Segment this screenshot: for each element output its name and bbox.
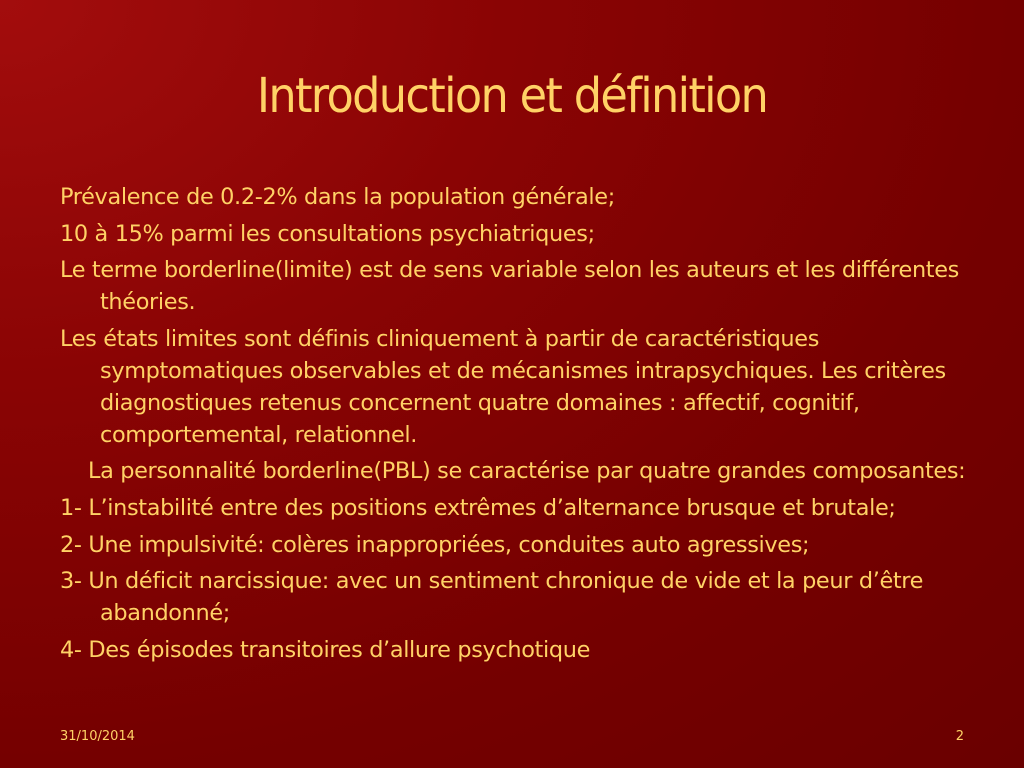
body-paragraph-component-3: 3- Un déficit narcissique: avec un sentiment chronique de vide et la peur d’être abandonné;	[60, 568, 924, 627]
footer-date: 31/10/2014	[60, 729, 135, 744]
body-paragraph-definition: Les états limites sont définis cliniquement à partir de caractéristiques symptomatiques observables et de mécanismes intrapsychiques. Les critères diagnostiques retenus concernent quatre domaines : affectif, cognitif, comportemental, relationnel.	[60, 325, 946, 448]
body-paragraph-pbl-components: La personnalité borderline(PBL) se caractérise par quatre grandes composantes:	[88, 458, 966, 485]
body-paragraph-component-1: 1- L’instabilité entre des positions extrêmes d’alternance brusque et brutale;	[60, 494, 896, 521]
slide-body	[60, 181, 980, 670]
body-paragraph-prevalence: Prévalence de 0.2-2% dans la population générale;	[60, 184, 615, 210]
slide-title: Introduction et définition	[256, 68, 768, 124]
body-paragraph-component-4: 4- Des épisodes transitoires d’allure psychotique	[60, 636, 590, 663]
footer-page-number: 2	[955, 729, 964, 744]
body-paragraph-consultations: 10 à 15% parmi les consultations psychiatriques;	[60, 220, 595, 247]
body-paragraph-component-2: 2- Une impulsivité: colères inappropriées, conduites auto agressives;	[60, 531, 810, 558]
body-paragraph-borderline-term: Le terme borderline(limite) est de sens variable selon les auteurs et les différentes théories.	[60, 257, 959, 316]
